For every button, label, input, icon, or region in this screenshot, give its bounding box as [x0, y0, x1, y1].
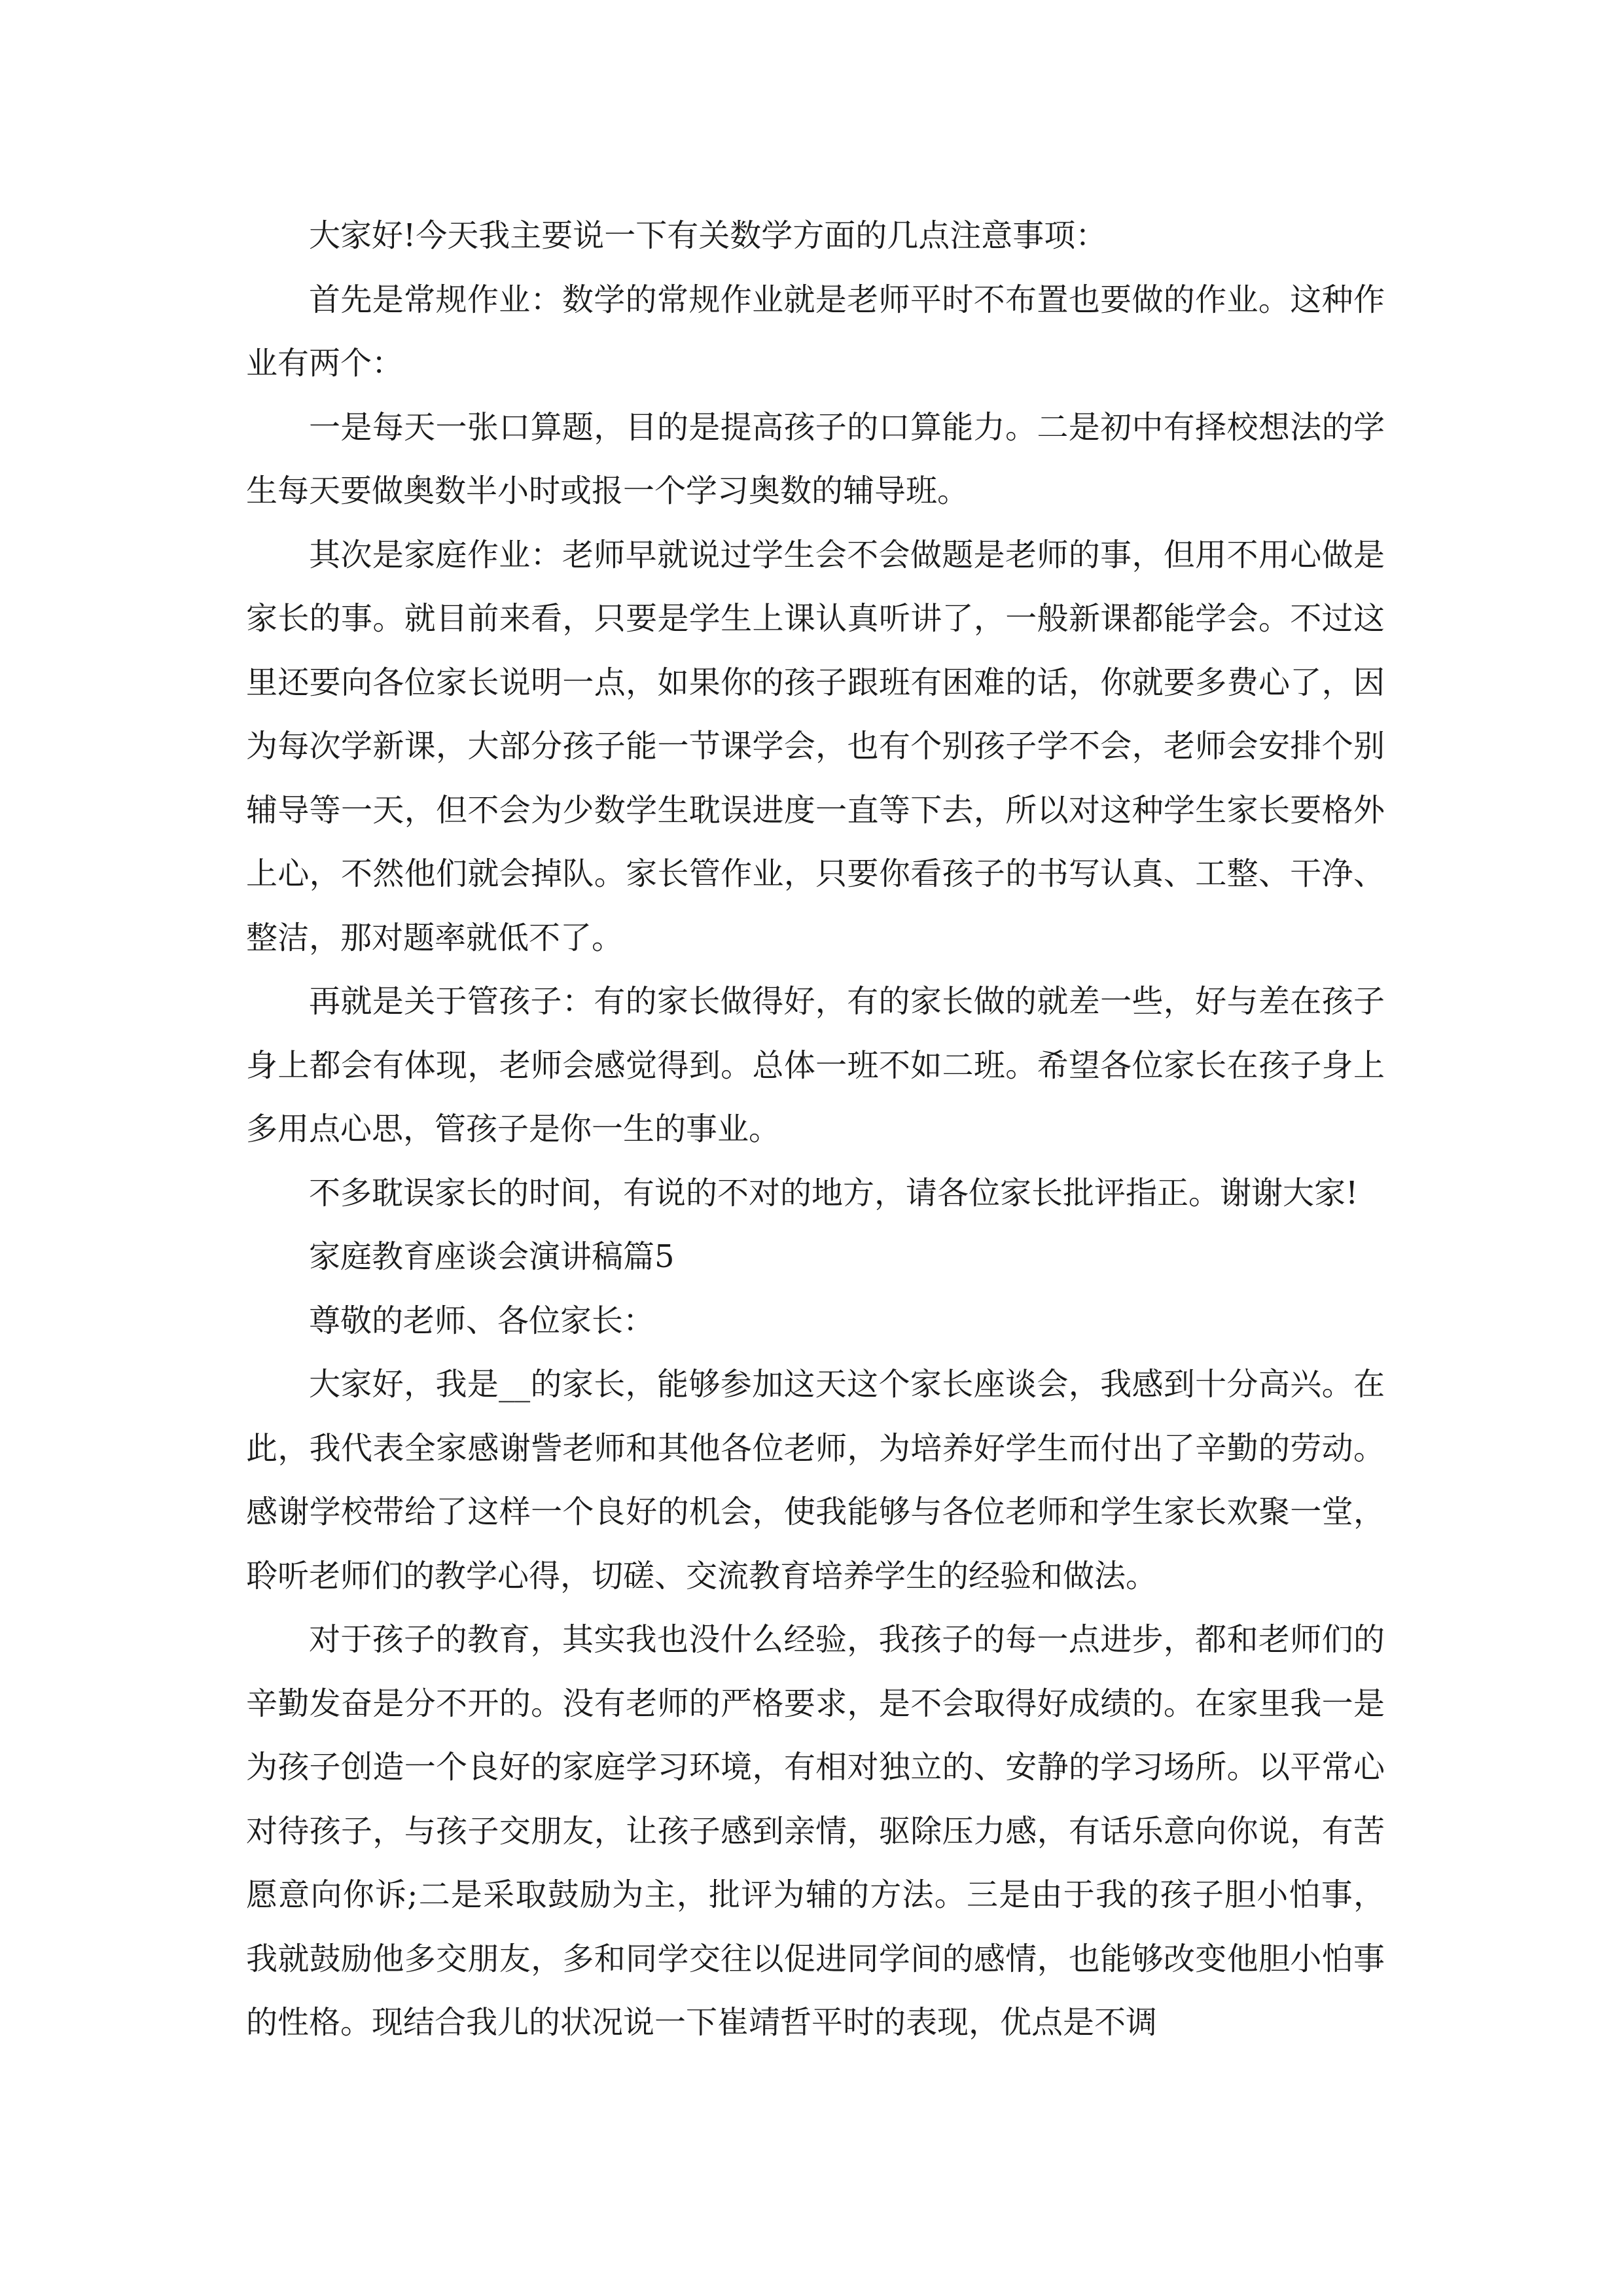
salutation: 尊敬的老师、各位家长：: [309, 1302, 655, 1339]
document-body: [246, 204, 1385, 2055]
paragraph-family-homework: 其次是家庭作业：老师早就说过学生会不会做题是老师的事，但用不用心做是家长的事。就目前来看，只要是学生上课认真听讲了，一般新课都能学会。不过这里还要向各位家长说明一点，如果你的孩子跟班有困难的话，你就要多费心了，因为每次学新课，大部分孩子能一节课学会，也有个别孩子学不会，老师会安排个别辅导等一天，但不会为少数学生耽误进度一直等下去，所以对这种学生家长要格外上心，不然他们就会掉队。家长管作业，只要你看孩子的书写认真、工整、干净、整洁，那对题率就低不了。: [246, 536, 1385, 956]
paragraph-two-tasks: 一是每天一张口算题，目的是提高孩子的口算能力。二是初中有择校想法的学生每天要做奥数半小时或报一个学习奥数的辅导班。: [246, 408, 1385, 509]
section-heading: 家庭教育座谈会演讲稿篇5: [309, 1238, 675, 1275]
paragraph-education-experience: 对于孩子的教育，其实我也没什么经验，我孩子的每一点进步，都和老师们的辛勤发奋是分不开的。没有老师的严格要求，是不会取得好成绩的。在家里我一是为孩子创造一个良好的家庭学习环境，有相对独立的、安静的学习场所。以平常心对待孩子，与孩子交朋友，让孩子感到亲情，驱除压力感，有话乐意向你说，有苦愿意向你诉;二是采取鼓励为主，批评为辅的方法。三是由于我的孩子胆小怕事，我就鼓励他多交朋友，多和同学交往以促进同学间的感情，也能够改变他胆小怕事的性格。现结合我儿的状况说一下崔靖哲平时的表现，优点是不调: [246, 1621, 1385, 2041]
paragraph-closing: 不多耽误家长的时间，有说的不对的地方，请各位家长批评指正。谢谢大家!: [309, 1174, 1359, 1211]
paragraph-managing-children: 再就是关于管孩子：有的家长做得好，有的家长做的就差一些，好与差在孩子身上都会有体现，老师会感觉得到。总体一班不如二班。希望各位家长在孩子身上多用点心思，管孩子是你一生的事业。: [246, 983, 1385, 1147]
paragraph-routine-homework: 首先是常规作业：数学的常规作业就是老师平时不布置也要做的作业。这种作业有两个：: [246, 281, 1385, 382]
paragraph-greeting: 大家好!今天我主要说一下有关数学方面的几点注意事项：: [309, 217, 1107, 254]
paragraph-introduction: 大家好，我是__的家长，能够参加这天这个家长座谈会，我感到十分高兴。在此，我代表全家感谢訾老师和其他各位老师，为培养好学生而付出了辛勤的劳动。感谢学校带给了这样一个良好的机会，使我能够与各位老师和学生家长欢聚一堂，聆听老师们的教学心得，切磋、交流教育培养学生的经验和做法。: [246, 1366, 1385, 1594]
